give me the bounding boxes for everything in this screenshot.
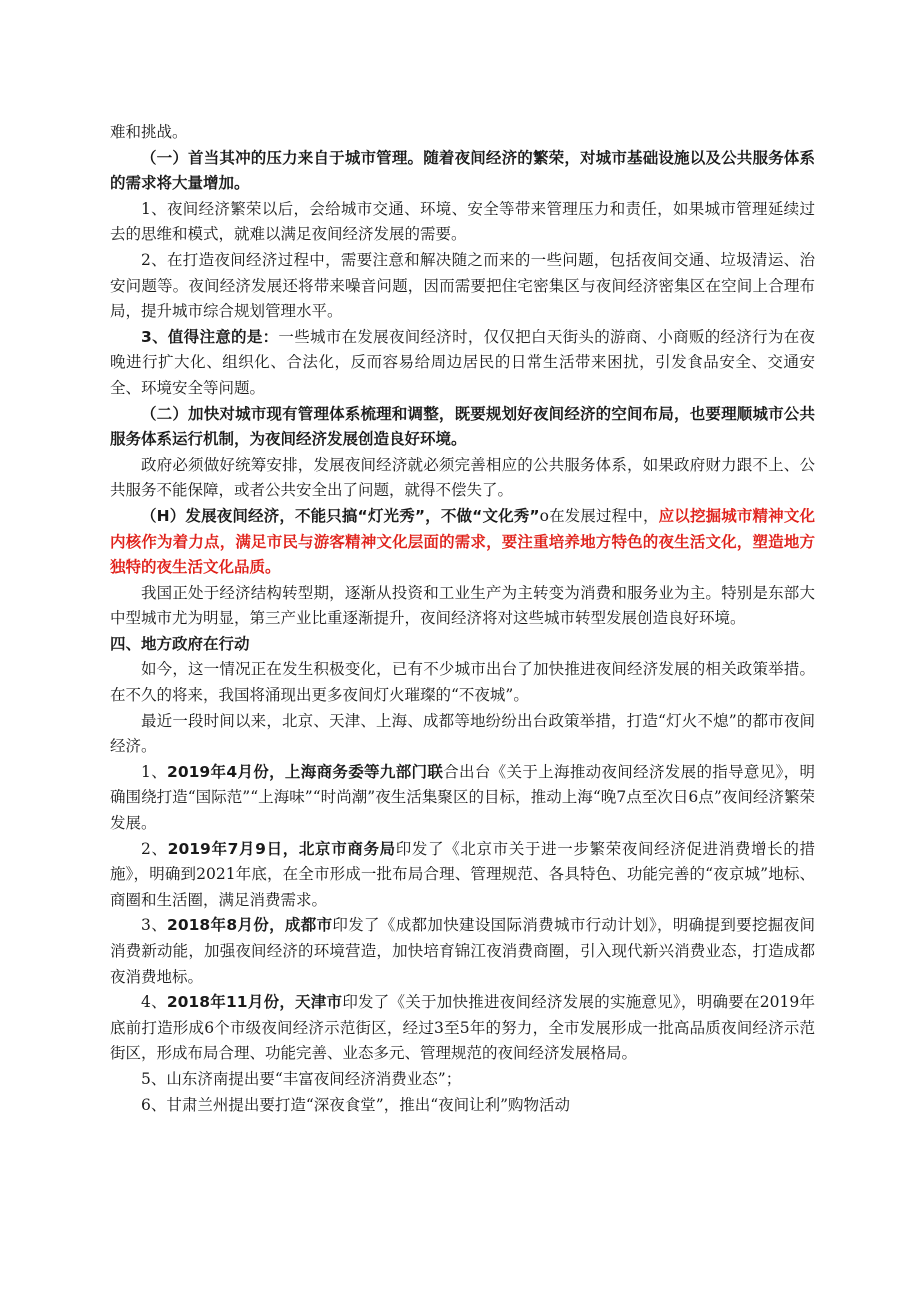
body-text: 2、 (141, 839, 168, 858)
paragraph (110, 325, 815, 402)
paragraph (110, 120, 815, 146)
body-text: 2、在打造夜间经济过程中，需要注意和解决随之而来的一些问题，包括夜间交通、垃圾清运、治安问题等。夜间经济发展还将带来噪音问题，因而需要把住宅密集区与夜间经济密集区在空间上合理布局，提升城市综合规划管理水平。 (110, 250, 815, 321)
bold-text: 2018年8月份，成都市 (167, 916, 333, 935)
body-text: 最近一段时间以来，北京、天津、上海、成都等地纷纷出台政策举措，打造“灯火不熄”的都市夜间经济。 (110, 711, 815, 756)
bold-text: （一）首当其冲的压力来自于城市管理。随着夜间经济的繁荣，对城市基础设施以及公共服务体系的需求将大量增加。 (110, 148, 815, 193)
bold-text: （二）加快对城市现有管理体系梳理和调整，既要规划好夜间经济的空间布局，也要理顺城市公共服务体系运行机制，为夜间经济发展创造良好环境。 (110, 404, 815, 449)
paragraph (110, 581, 815, 632)
section-heading (110, 632, 815, 658)
paragraph (110, 1093, 815, 1119)
bold-text: （H）发展夜间经济，不能只搞“灯光秀”，不做“文化秀” (141, 506, 540, 525)
body-text: o在发展过程中， (539, 506, 659, 525)
body-text: 一些城市在发展夜间经济时，仅仅把白天街头的游商、小商贩的经济行为在夜晚进行扩大化、组织化、合法化，反而容易给周边居民的日常生活带来困扰，引发食品安全、交通安全、环境安全等问题。 (110, 327, 815, 397)
body-text: 4、 (141, 993, 167, 1012)
body-text: 难和挑战。 (110, 123, 188, 141)
paragraph (110, 402, 815, 453)
body-text: 印发了《北京市关于进一步繁荣夜间经济促进消费增长的措施》，明确到2021年底，在全市形成一批布局合理、管理规范、各具特色、功能完善的“夜京城”地标、商圈和生活圈，满足消费需求。 (110, 839, 815, 909)
paragraph (110, 913, 815, 990)
body-text: 1、夜间经济繁荣以后，会给城市交通、环境、安全等带来管理压力和责任，如果城市管理延续过去的思维和模式，就难以满足夜间经济发展的需要。 (110, 199, 815, 244)
body-text: 合出台《关于上海推动夜间经济发展的指导意见》，明确围绕打造“国际范”“上海味”“时尚潮”夜生活集聚区的目标，推动上海“晚7点至次日6点”夜间经济繁荣发展。 (110, 762, 815, 833)
body-text: 5、山东济南提出要“丰富夜间经济消费业态”； (141, 1069, 462, 1088)
bold-text: 3、值得注意的是： (141, 327, 279, 346)
highlighted-text: 应以挖掘城市精神文化内核作为着力点，满足市民与游客精神文化层面的需求，要注重培养地方特色的夜生活文化，塑造地方独特的夜生活文化品质。 (110, 506, 815, 577)
paragraph (110, 990, 815, 1067)
body-text: 印发了《成都加快建设国际消费城市行动计划》，明确提到要挖掘夜间消费新动能，加强夜间经济的环境营造，加快培育锦江夜消费商圈，引入现代新兴消费业态，打造成都夜消费地标。 (110, 916, 815, 986)
paragraph (110, 197, 815, 248)
bold-text: 2018年11月份，天津市 (166, 993, 343, 1012)
paragraph (110, 709, 815, 760)
body-text: 1、 (141, 762, 168, 781)
paragraph (110, 248, 815, 325)
paragraph (110, 504, 815, 581)
body-text: 如今，这一情况正在发生积极变化，已有不少城市出台了加快推进夜间经济发展的相关政策举措。在不久的将来，我国将涌现出更多夜间灯火璀璨的“不夜城”。 (110, 660, 815, 705)
body-text: 我国正处于经济结构转型期，逐渐从投资和工业生产为主转变为消费和服务业为主。特别是东部大中型城市尤为明显，第三产业比重逐渐提升，夜间经济将对这些城市转型发展创造良好环境。 (110, 583, 815, 628)
paragraph (110, 453, 815, 504)
document-body (110, 120, 815, 1118)
paragraph (110, 146, 815, 197)
body-text: 印发了《关于加快推进夜间经济发展的实施意见》，明确要在2019年底前打造形成6个市级夜间经济示范街区，经过3至5年的努力，全市发展形成一批高品质夜间经济示范街区，形成布局合理、功能完善、业态多元、管理规范的夜间经济发展格局。 (110, 993, 815, 1063)
bold-text: 四、地方政府在行动 (110, 634, 250, 653)
bold-text: 2019年4月份，上海商务委等九部门联 (167, 762, 444, 781)
body-text: 6、甘肃兰州提出要打造“深夜食堂”，推出“夜间让利”购物活动 (141, 1095, 571, 1114)
body-text: 3、 (141, 916, 168, 935)
paragraph (110, 657, 815, 708)
paragraph (110, 1067, 815, 1093)
paragraph (110, 837, 815, 914)
body-text: 政府必须做好统筹安排，发展夜间经济就必须完善相应的公共服务体系，如果政府财力跟不上、公共服务不能保障，或者公共安全出了问题，就得不偿失了。 (110, 455, 815, 500)
bold-text: 2019年7月9日，北京市商务局 (167, 839, 396, 858)
paragraph (110, 760, 815, 837)
